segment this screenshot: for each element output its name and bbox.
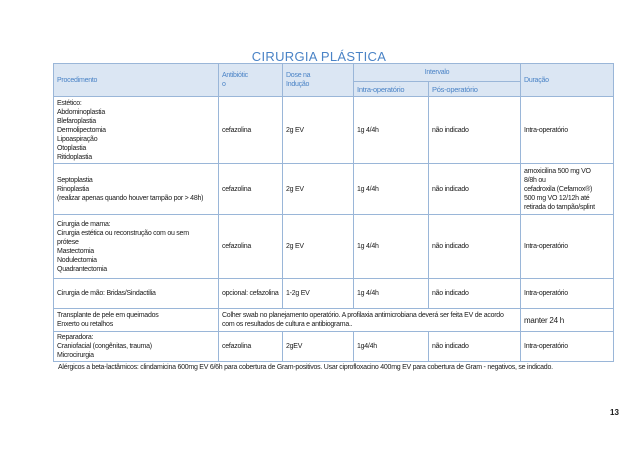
merged-line: com os resultados de cultura e antibiograma.. (222, 321, 353, 328)
duracao-line: Intra-operatório (524, 126, 568, 134)
header-antibiotico (219, 64, 283, 97)
cell-dose: 2g EV (283, 164, 354, 215)
page-number: 13 (610, 408, 619, 417)
table-row (54, 164, 614, 215)
header-duracao: Duração (521, 64, 614, 97)
proc-line: Ritidoplastia (57, 153, 92, 161)
table-row (54, 215, 614, 279)
cell-procedimento (54, 215, 219, 279)
table-row (54, 97, 614, 164)
header-antibiotico-line1: Antibiótic (222, 72, 248, 79)
header-dose-line2: Indução (286, 81, 310, 88)
header-intervalo: Intervalo (354, 64, 521, 82)
cell-duracao (521, 97, 614, 164)
cell-antibiotico: cefazolina (219, 332, 283, 362)
proc-line: (realizar apenas quando houver tampão por > 48h) (57, 194, 204, 202)
header-pos: Pós-operatório (429, 82, 521, 97)
duracao-line: Intra-operatório (524, 290, 568, 297)
proc-line: Nodulectomia (57, 256, 97, 264)
cell-procedimento (54, 332, 219, 362)
proc-line: Lipoaspiração (57, 135, 98, 143)
proc-line: Septoplastia (57, 176, 93, 184)
cell-intra: 1g 4/4h (354, 97, 429, 164)
proc-line: Otoplastia (57, 144, 87, 152)
proc-line: Quadrantectomia (57, 265, 107, 273)
allergy-footnote: Alérgicos a beta-lactâmicos: clindamicina 600mg EV 6/6h para cobertura de Gram-positivos. Usar ciprofloxacino 400mg EV para cobertura de Gram - negativos, se indicado. (58, 364, 553, 371)
cell-duracao (521, 332, 614, 362)
table-row (54, 309, 614, 332)
table-header-row (54, 64, 614, 82)
cell-pos: não indicado (429, 164, 521, 215)
duracao-line: cefadroxila (Cefamox®) (524, 185, 593, 193)
cell-duracao (521, 164, 614, 215)
duracao-line: 8/8h ou (524, 176, 546, 184)
table-row (54, 279, 614, 309)
cell-intra: 1g 4/4h (354, 215, 429, 279)
proc-line: Rinoplastia (57, 185, 89, 193)
cell-pos: não indicado (429, 215, 521, 279)
cell-duracao (521, 215, 614, 279)
cell-intra: 1g 4/4h (354, 164, 429, 215)
cell-procedimento (54, 279, 219, 309)
duracao-line: Intra-operatório (524, 243, 568, 250)
proc-line: Mastectomia (57, 247, 94, 255)
cell-intra: 1g4/4h (354, 332, 429, 362)
cell-pos: não indicado (429, 279, 521, 309)
cell-dose: 2gEV (283, 332, 354, 362)
proc-line: Microcirurgia (57, 352, 94, 359)
cell-antibiotico: cefazolina (219, 164, 283, 215)
proc-line: Dermolipectomia (57, 126, 106, 134)
cell-dose: 2g EV (283, 97, 354, 164)
duracao-line: manter 24 h (524, 315, 564, 325)
proc-line: Craniofacial (congênitas, trauma) (57, 343, 152, 350)
cell-dose: 1-2g EV (283, 279, 354, 309)
proc-line: prótese (57, 238, 79, 246)
cell-pos: não indicado (429, 332, 521, 362)
cell-procedimento (54, 309, 219, 332)
proc-line: Cirurgia de mama: (57, 220, 111, 228)
header-dose (283, 64, 354, 97)
prophylaxis-table (53, 63, 614, 362)
header-dose-line1: Dose na (286, 72, 311, 79)
header-procedimento: Procedimento (54, 64, 219, 97)
cell-pos: não indicado (429, 97, 521, 164)
cell-duracao (521, 279, 614, 309)
cell-antibiotico: opcional: cefazolina (219, 279, 283, 309)
cell-intra: 1g 4/4h (354, 279, 429, 309)
cell-antibiotico: cefazolina (219, 215, 283, 279)
duracao-line: amoxicilina 500 mg VO (524, 167, 591, 175)
cell-antibiotico: cefazolina (219, 97, 283, 164)
cell-procedimento (54, 97, 219, 164)
proc-line: Abdominoplastia (57, 108, 106, 116)
duracao-line: 500 mg VO 12/12h até (524, 194, 590, 202)
merged-line: Colher swab no planejamento operatório. A profilaxia antimicrobiana deverá ser feita EV de acordo (222, 312, 504, 319)
header-antibiotico-line2: o (222, 81, 226, 88)
duracao-line: retirada do tampão/splint (524, 203, 595, 211)
proc-line: Estético: (57, 99, 82, 107)
proc-line: Cirurgia estética ou reconstrução com ou sem (57, 229, 189, 237)
page-title: CIRURGIA PLÁSTICA (251, 49, 387, 64)
cell-duracao (521, 309, 614, 332)
cell-procedimento (54, 164, 219, 215)
table-row (54, 332, 614, 362)
cell-dose: 2g EV (283, 215, 354, 279)
proc-line: Transplante de pele em queimados (57, 312, 159, 319)
proc-line: Blefaroplastia (57, 117, 96, 125)
proc-line: Enxerto ou retalhos (57, 321, 113, 328)
duracao-line: Intra-operatório (524, 343, 568, 350)
header-intra: Intra-operatório (354, 82, 429, 97)
proc-line: Cirurgia de mão: Bridas/Sindactilia (57, 290, 156, 297)
proc-line: Reparadora: (57, 334, 94, 341)
cell-merged-note (219, 309, 521, 332)
